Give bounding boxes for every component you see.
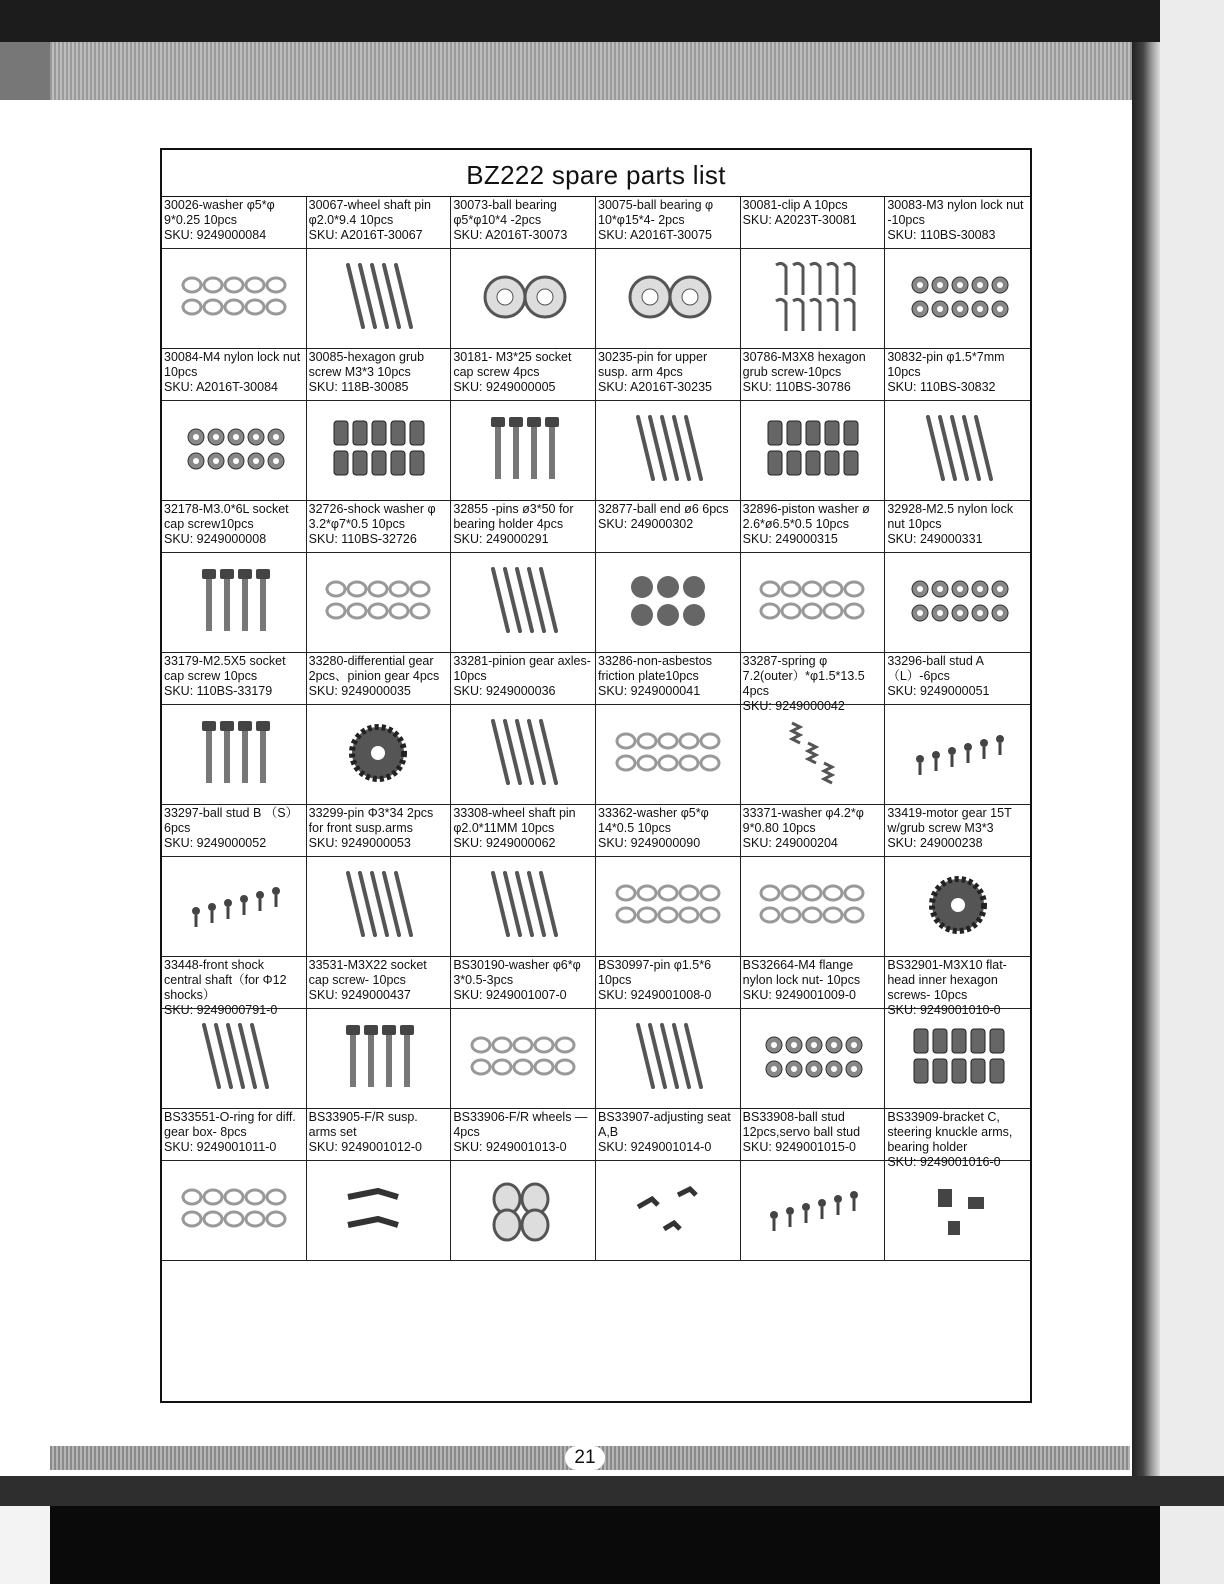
part-image-cell — [162, 249, 307, 349]
part-name: BS33907-adjusting seat A,B — [598, 1110, 731, 1139]
part-sku: SKU: 118B-30085 — [308, 380, 409, 394]
part-sku: SKU: A2016T-30073 — [453, 228, 568, 242]
part-name: 30073-ball bearing φ5*φ10*4 -2pcs — [453, 198, 557, 227]
part-sku: SKU: 9249001011-0 — [164, 1140, 277, 1154]
screw-icon — [174, 711, 294, 798]
part-image-cell — [307, 401, 452, 501]
ball-end-icon — [608, 559, 728, 646]
scan-bottom-border — [50, 1506, 1160, 1584]
part-name: 33297-ball stud B （S）6pcs — [164, 806, 299, 835]
part-image-cell — [741, 1009, 886, 1109]
part-image-cell — [307, 705, 452, 805]
part-name: 33371-washer φ4.2*φ 9*0.80 10pcs — [742, 806, 864, 835]
washer-rings-icon — [174, 1167, 294, 1254]
part-label-cell — [596, 957, 741, 1009]
part-name: 30786-M3X8 hexagon grub screw-10pcs — [742, 350, 866, 379]
part-name: 30085-hexagon grub screw M3*3 10pcs — [308, 350, 425, 379]
part-label-cell — [307, 349, 452, 401]
wheel-icon — [463, 1167, 583, 1254]
part-image-cell — [451, 857, 596, 957]
part-name: 33179-M2.5X5 socket cap screw 10pcs — [164, 654, 286, 683]
part-sku: SKU: 9249000035 — [308, 684, 411, 698]
part-name: 33448-front shock central shaft（for Φ12 shocks） — [164, 958, 287, 1002]
part-sku: SKU: 110BS-30786 — [742, 380, 851, 394]
part-sku: SKU: 9249001016-0 — [887, 1155, 1001, 1169]
part-label-cell — [741, 653, 886, 713]
scan-binding-strip — [1132, 42, 1160, 1584]
part-label-cell — [307, 805, 452, 857]
part-sku: SKU: 9249000005 — [453, 380, 556, 394]
part-sku: SKU: 9249000051 — [887, 684, 990, 698]
part-image-cell — [162, 1161, 307, 1261]
part-name: 32877-ball end ø6 6pcs — [598, 502, 729, 516]
part-image-cell — [596, 553, 741, 653]
part-label-cell — [596, 349, 741, 401]
ball-stud-icon — [898, 711, 1018, 798]
clip-icon — [752, 255, 872, 342]
part-sku: SKU: 9249001007-0 — [453, 988, 567, 1002]
part-label-cell — [885, 1109, 1030, 1169]
scan-top-band — [50, 42, 1160, 100]
part-name: BS33905-F/R susp. arms set — [308, 1110, 418, 1139]
part-label-cell — [885, 197, 1030, 249]
part-label-cell — [451, 349, 596, 401]
part-label-cell — [307, 197, 452, 249]
part-label-cell — [596, 197, 741, 249]
part-image-cell — [741, 705, 886, 805]
part-sku: SKU: 9249001008-0 — [598, 988, 712, 1002]
part-label-cell — [162, 957, 307, 1017]
part-label-cell — [162, 1109, 307, 1161]
part-sku: SKU: 110BS-32726 — [308, 532, 417, 546]
part-sku: SKU: A2016T-30084 — [164, 380, 278, 394]
spare-parts-table — [160, 148, 1032, 1403]
part-sku: SKU: 9249001010-0 — [887, 1003, 1001, 1017]
part-image-cell — [162, 705, 307, 805]
spring-icon — [752, 711, 872, 798]
part-name: BS32664-M4 flange nylon lock nut- 10pcs — [742, 958, 861, 987]
part-name: BS33551-O-ring for diff. gear box- 8pcs — [164, 1110, 296, 1139]
screw-icon — [463, 407, 583, 494]
part-image-cell — [162, 401, 307, 501]
scan-bottom-left — [0, 1506, 50, 1584]
gear-icon — [318, 711, 438, 798]
part-label-cell — [451, 805, 596, 857]
part-image-cell — [596, 857, 741, 957]
ball-stud-icon — [752, 1167, 872, 1254]
pins-icon — [463, 559, 583, 646]
part-sku: SKU: 249000204 — [742, 836, 838, 850]
part-name: 32928-M2.5 nylon lock nut 10pcs — [887, 502, 1014, 531]
part-name: 33299-pin Φ3*34 2pcs for front susp.arms — [308, 806, 434, 835]
part-label-cell — [885, 805, 1030, 857]
part-image-cell — [451, 1009, 596, 1109]
part-label-cell — [885, 349, 1030, 401]
part-image-cell — [451, 1161, 596, 1261]
part-sku: SKU: 9249001009-0 — [742, 988, 856, 1002]
part-image-cell — [307, 1161, 452, 1261]
part-name: 30084-M4 nylon lock nut 10pcs — [164, 350, 301, 379]
scan-top-border — [0, 0, 1224, 42]
part-name: BS33909-bracket C, steering knuckle arms, bearing holder — [887, 1110, 1013, 1154]
part-name: 32896-piston washer ø 2.6*ø6.5*0.5 10pcs — [742, 502, 870, 531]
part-image-cell — [451, 249, 596, 349]
part-sku: SKU: 9249001014-0 — [598, 1140, 712, 1154]
screw-icon — [174, 559, 294, 646]
part-sku: SKU: 9249000062 — [453, 836, 556, 850]
part-image-cell — [596, 1009, 741, 1109]
part-image-cell — [307, 1009, 452, 1109]
part-label-cell — [596, 653, 741, 705]
part-name: BS32901-M3X10 flat-head inner hexagon screws- 10pcs — [887, 958, 1007, 1002]
scan-bottom-bar — [0, 1476, 1224, 1506]
part-label-cell — [741, 805, 886, 857]
part-label-cell — [451, 1109, 596, 1161]
part-sku: SKU: 249000238 — [887, 836, 983, 850]
part-sku: SKU: 110BS-30083 — [887, 228, 996, 242]
bracket-icon — [898, 1167, 1018, 1254]
part-name: 33281-pinion gear axles-10pcs — [453, 654, 591, 683]
part-name: 32726-shock washer φ 3.2*φ7*0.5 10pcs — [308, 502, 436, 531]
part-name: BS33908-ball stud 12pcs,servo ball stud — [742, 1110, 861, 1139]
screw-icon — [318, 1015, 438, 1102]
part-sku: SKU: 249000331 — [887, 532, 983, 546]
part-sku: SKU: 110BS-30832 — [887, 380, 996, 394]
part-label-cell — [162, 349, 307, 401]
part-image-cell — [307, 857, 452, 957]
part-name: BS33906-F/R wheels —4pcs — [453, 1110, 588, 1139]
washer-rings-icon — [174, 255, 294, 342]
part-image-cell — [741, 857, 886, 957]
part-image-cell — [162, 1009, 307, 1109]
arms-icon — [318, 1167, 438, 1254]
part-image-cell — [162, 553, 307, 653]
part-sku: SKU: 9249000008 — [164, 532, 267, 546]
ball-stud-icon — [174, 863, 294, 950]
washer-rings-icon — [318, 559, 438, 646]
part-label-cell — [741, 197, 886, 249]
part-image-cell — [451, 401, 596, 501]
part-image-cell — [885, 249, 1030, 349]
part-name: 33308-wheel shaft pin φ2.0*11MM 10pcs — [453, 806, 576, 835]
part-image-cell — [741, 1161, 886, 1261]
pins-icon — [463, 711, 583, 798]
part-label-cell — [596, 501, 741, 553]
part-label-cell — [162, 653, 307, 705]
page-title: BZ222 spare parts list — [162, 150, 1030, 197]
part-name: 30026-washer φ5*φ 9*0.25 10pcs — [164, 198, 275, 227]
grub-screw-icon — [318, 407, 438, 494]
part-sku: SKU: 9249000042 — [742, 699, 845, 713]
part-sku: SKU: 9249001015-0 — [742, 1140, 856, 1154]
nut-icon — [898, 255, 1018, 342]
part-name: 30083-M3 nylon lock nut -10pcs — [887, 198, 1024, 227]
part-label-cell — [307, 957, 452, 1009]
part-sku: SKU: 9249000437 — [308, 988, 411, 1002]
part-name: BS30997-pin φ1.5*6 10pcs — [598, 958, 712, 987]
part-image-cell — [451, 553, 596, 653]
part-name: 33286-non-asbestos friction plate10pcs — [598, 654, 712, 683]
part-sku: SKU: 9249000052 — [164, 836, 267, 850]
grub-screw-icon — [898, 1015, 1018, 1102]
part-label-cell — [596, 1109, 741, 1161]
part-label-cell — [307, 501, 452, 553]
part-sku: SKU: 9249000041 — [598, 684, 701, 698]
part-name: 33362-washer φ5*φ 14*0.5 10pcs — [598, 806, 709, 835]
part-name: 30075-ball bearing φ 10*φ15*4- 2pcs — [598, 198, 714, 227]
part-image-cell — [885, 553, 1030, 653]
part-sku: SKU: 249000315 — [742, 532, 838, 546]
part-image-cell — [307, 553, 452, 653]
part-image-cell — [885, 1161, 1030, 1261]
part-sku: SKU: 249000291 — [453, 532, 549, 546]
part-image-cell — [741, 401, 886, 501]
part-image-cell — [596, 401, 741, 501]
scan-right-edge — [1160, 0, 1224, 1584]
part-image-cell — [162, 857, 307, 957]
part-name: 32855 -pins ø3*50 for bearing holder 4pcs — [453, 502, 574, 531]
page-number: 21 — [565, 1446, 605, 1470]
part-image-cell — [451, 705, 596, 805]
part-sku: SKU: 9249000090 — [598, 836, 701, 850]
part-label-cell — [307, 1109, 452, 1161]
scan-top-band-left — [0, 42, 50, 100]
part-sku: SKU: 9249001013-0 — [453, 1140, 567, 1154]
part-label-cell — [307, 653, 452, 705]
washer-rings-icon — [608, 863, 728, 950]
part-name: 30235-pin for upper susp. arm 4pcs — [598, 350, 708, 379]
part-image-cell — [885, 857, 1030, 957]
part-image-cell — [741, 249, 886, 349]
parts-grid — [162, 197, 1030, 1261]
washer-rings-icon — [463, 1015, 583, 1102]
gear-icon — [898, 863, 1018, 950]
nut-icon — [898, 559, 1018, 646]
washer-rings-icon — [752, 863, 872, 950]
washer-rings-icon — [752, 559, 872, 646]
part-label-cell — [162, 197, 307, 249]
part-name: 30832-pin φ1.5*7mm 10pcs — [887, 350, 1005, 379]
part-name: BS30190-washer φ6*φ 3*0.5-3pcs — [453, 958, 581, 987]
part-name: 32178-M3.0*6L socket cap screw10pcs — [164, 502, 289, 531]
part-label-cell — [162, 805, 307, 857]
part-image-cell — [596, 249, 741, 349]
pins-icon — [318, 863, 438, 950]
part-image-cell — [741, 553, 886, 653]
pins-icon — [463, 863, 583, 950]
pins-icon — [608, 1015, 728, 1102]
part-image-cell — [885, 401, 1030, 501]
part-sku: SKU: A2016T-30235 — [598, 380, 712, 394]
part-label-cell — [741, 501, 886, 553]
bearing-icon — [608, 255, 728, 342]
grub-screw-icon — [752, 407, 872, 494]
part-label-cell — [885, 501, 1030, 553]
part-name: 33419-motor gear 15T w/grub screw M3*3 — [887, 806, 1012, 835]
bearing-icon — [463, 255, 583, 342]
part-sku: SKU: 249000302 — [598, 517, 694, 531]
part-label-cell — [451, 653, 596, 705]
part-sku: SKU: 9249001012-0 — [308, 1140, 422, 1154]
part-sku: SKU: A2023T-30081 — [742, 213, 857, 227]
part-sku: SKU: 9249000791-0 — [164, 1003, 278, 1017]
part-name: 30181- M3*25 socket cap screw 4pcs — [453, 350, 572, 379]
part-name: 33287-spring φ 7.2(outer）*φ1.5*13.5 4pcs — [742, 654, 865, 698]
part-name: 33280-differential gear 2pcs、pinion gear 4pcs — [308, 654, 440, 683]
part-image-cell — [885, 1009, 1030, 1109]
part-name: 33531-M3X22 socket cap screw- 10pcs — [308, 958, 427, 987]
washer-rings-icon — [608, 711, 728, 798]
pins-icon — [898, 407, 1018, 494]
part-name: 30081-clip A 10pcs — [742, 198, 848, 212]
part-sku: SKU: 9249000053 — [308, 836, 411, 850]
nut-icon — [174, 407, 294, 494]
seat-icon — [608, 1167, 728, 1254]
part-sku: SKU: 110BS-33179 — [164, 684, 273, 698]
part-label-cell — [741, 349, 886, 401]
part-label-cell — [451, 957, 596, 1009]
part-sku: SKU: 9249000084 — [164, 228, 267, 242]
part-sku: SKU: A2016T-30075 — [598, 228, 712, 242]
pins-icon — [174, 1015, 294, 1102]
part-image-cell — [885, 705, 1030, 805]
part-name: 30067-wheel shaft pin φ2.0*9.4 10pcs — [308, 198, 431, 227]
part-sku: SKU: 9249000036 — [453, 684, 556, 698]
part-label-cell — [451, 501, 596, 553]
part-label-cell — [451, 197, 596, 249]
part-image-cell — [596, 705, 741, 805]
pins-icon — [318, 255, 438, 342]
part-sku: SKU: A2016T-30067 — [308, 228, 423, 242]
part-label-cell — [162, 501, 307, 553]
pins-icon — [608, 407, 728, 494]
part-label-cell — [741, 957, 886, 1009]
part-name: 33296-ball stud A （L）-6pcs — [887, 654, 984, 683]
part-image-cell — [307, 249, 452, 349]
part-label-cell — [885, 653, 1030, 705]
part-label-cell — [741, 1109, 886, 1161]
part-label-cell — [885, 957, 1030, 1017]
nut-icon — [752, 1015, 872, 1102]
part-image-cell — [596, 1161, 741, 1261]
part-label-cell — [596, 805, 741, 857]
